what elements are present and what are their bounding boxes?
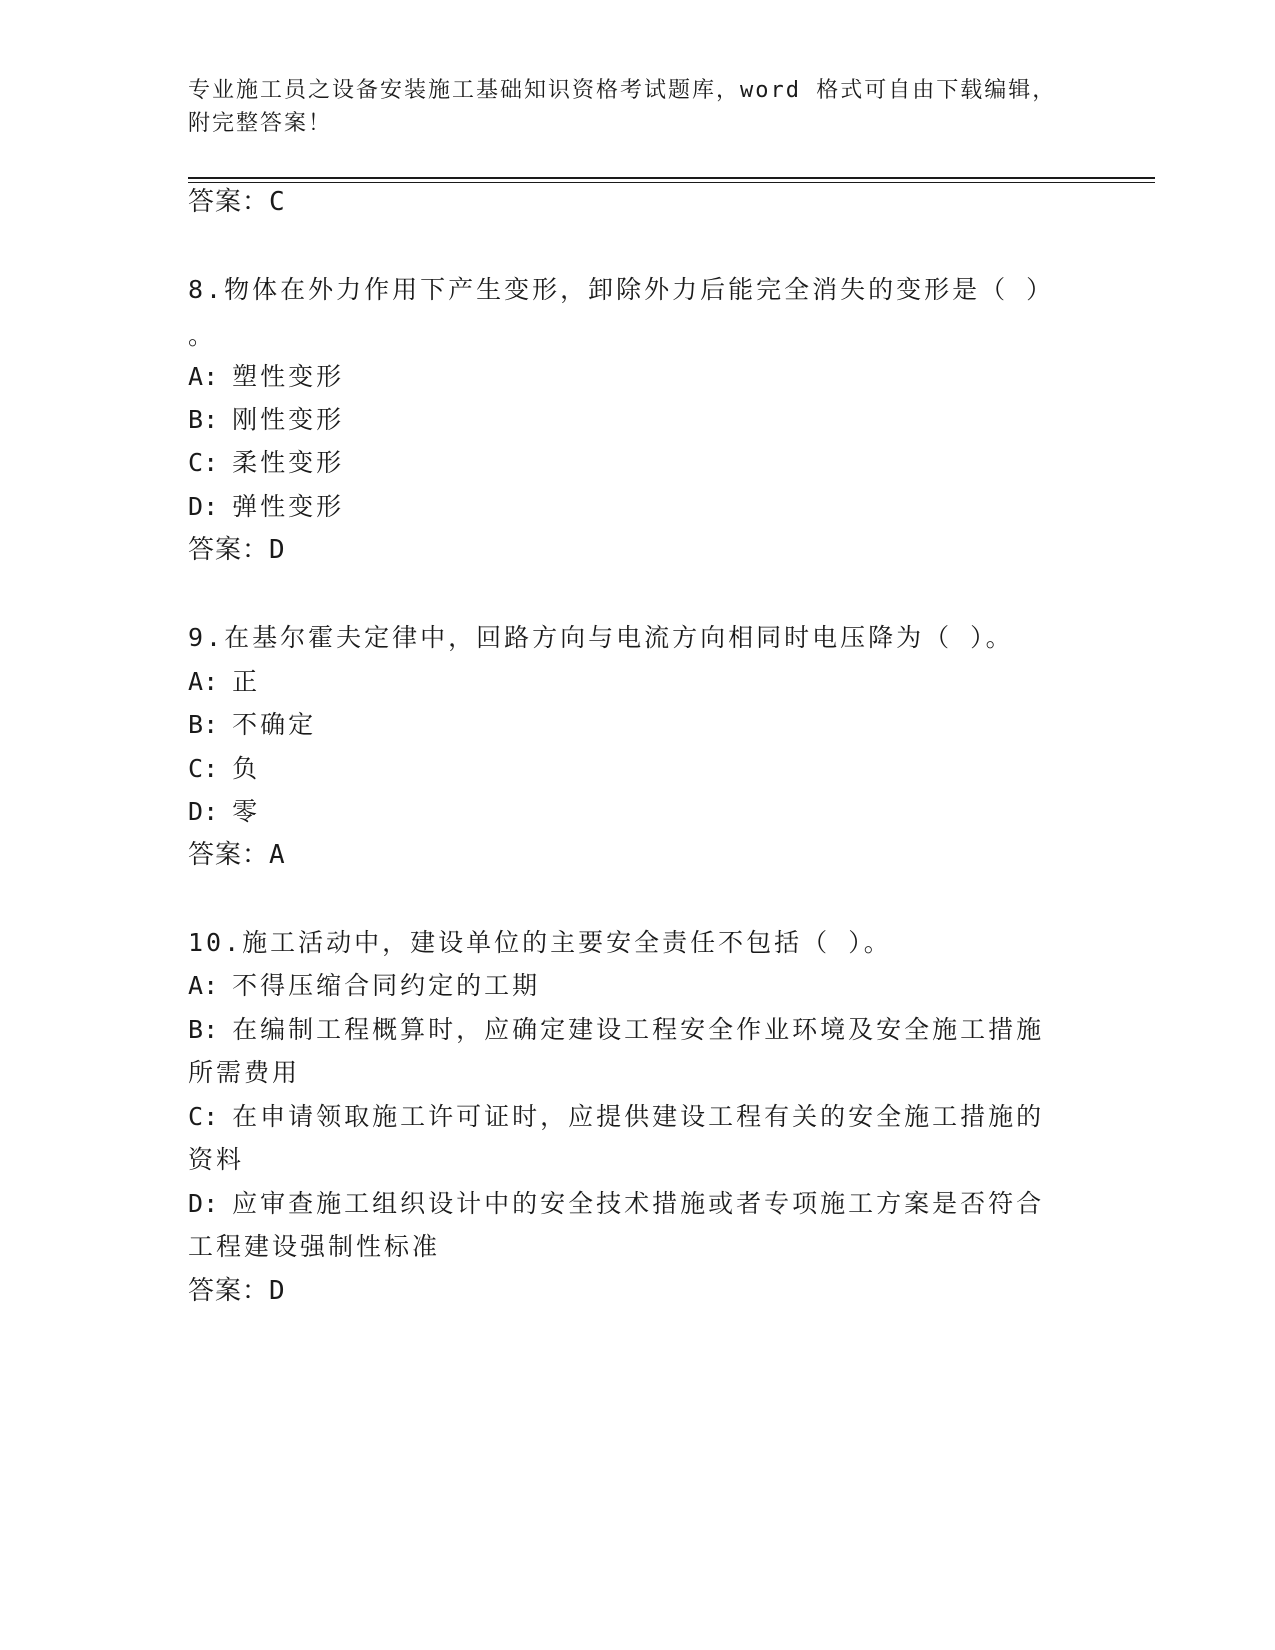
q8-stem-line-2: 。 <box>188 321 217 350</box>
q8-option-d: D: 弹性变形 <box>188 492 345 521</box>
q9-stem-line-1: 9.在基尔霍夫定律中，回路方向与电流方向相同时电压降为（ ）。 <box>188 623 1014 652</box>
q8-option-c: C: 柔性变形 <box>188 448 345 477</box>
q9-option-c: C: 负 <box>188 754 261 783</box>
option-letter: C <box>188 1102 204 1131</box>
q9-option-a: A: 正 <box>188 667 261 696</box>
option-text: 刚性变形 <box>232 405 345 434</box>
option-text: 在申请领取施工许可证时，应提供建设工程有关的安全施工措施的 <box>232 1102 1045 1131</box>
header-line-2: 附完整答案！ <box>188 111 333 136</box>
answer-label: 答案： <box>188 187 270 217</box>
q10-option-b-continued: 所需费用 <box>188 1058 301 1087</box>
option-letter: A <box>188 667 204 696</box>
answer-value: D <box>269 1276 286 1306</box>
q8-option-b: B: 刚性变形 <box>188 405 345 434</box>
option-text: 柔性变形 <box>232 448 345 477</box>
option-text: 应审查施工组织设计中的安全技术措施或者专项施工方案是否符合 <box>232 1189 1045 1218</box>
q8-option-a: A: 塑性变形 <box>188 362 345 391</box>
option-text: 在编制工程概算时，应确定建设工程安全作业环境及安全施工措施 <box>232 1015 1045 1044</box>
document-header <box>188 74 1068 140</box>
option-text: 正 <box>232 667 261 696</box>
q10-option-a: A: 不得压缩合同约定的工期 <box>188 971 541 1000</box>
answer-q9 <box>188 838 286 872</box>
option-letter: D <box>188 797 204 826</box>
header-divider-thick <box>188 177 1155 179</box>
option-text: 不得压缩合同约定的工期 <box>232 971 541 1000</box>
option-text: 塑性变形 <box>232 362 345 391</box>
q10-stem-line-1: 10.施工活动中，建设单位的主要安全责任不包括（ ）。 <box>188 928 892 957</box>
answer-q8 <box>188 533 286 567</box>
option-letter: C <box>188 754 204 783</box>
option-letter: B <box>188 405 204 434</box>
header-divider-thin <box>188 182 1155 183</box>
option-text: 负 <box>232 754 261 783</box>
answer-label: 答案： <box>188 535 270 565</box>
q10-option-b: B: 在编制工程概算时，应确定建设工程安全作业环境及安全施工措施 <box>188 1015 1045 1044</box>
q9-option-b: B: 不确定 <box>188 710 317 739</box>
answer-q10 <box>188 1274 286 1308</box>
option-letter: D <box>188 492 204 521</box>
q9-option-d: D: 零 <box>188 797 261 826</box>
answer-value: C <box>269 187 286 217</box>
answer-label: 答案： <box>188 1276 270 1306</box>
q10-option-d: D: 应审查施工组织设计中的安全技术措施或者专项施工方案是否符合 <box>188 1189 1045 1218</box>
answer-q7 <box>188 185 286 219</box>
option-letter: D <box>188 1189 204 1218</box>
answer-value: A <box>269 840 286 870</box>
option-text: 弹性变形 <box>232 492 345 521</box>
option-letter: B <box>188 1015 204 1044</box>
answer-value: D <box>269 535 286 565</box>
option-letter: B <box>188 710 204 739</box>
q8-stem-line-1: 8.物体在外力作用下产生变形，卸除外力后能完全消失的变形是（ ） <box>188 275 1055 304</box>
answer-label: 答案： <box>188 840 270 870</box>
option-text: 不确定 <box>232 710 317 739</box>
option-letter: C <box>188 448 204 477</box>
q10-option-c-continued: 资料 <box>188 1145 245 1174</box>
option-letter: A <box>188 971 204 1000</box>
option-letter: A <box>188 362 204 391</box>
q10-option-d-continued: 工程建设强制性标准 <box>188 1232 441 1261</box>
q10-option-c: C: 在申请领取施工许可证时，应提供建设工程有关的安全施工措施的 <box>188 1102 1045 1131</box>
option-text: 零 <box>232 797 261 826</box>
header-line-1: 专业施工员之设备安装施工基础知识资格考试题库，word 格式可自由下载编辑， <box>188 78 1057 103</box>
